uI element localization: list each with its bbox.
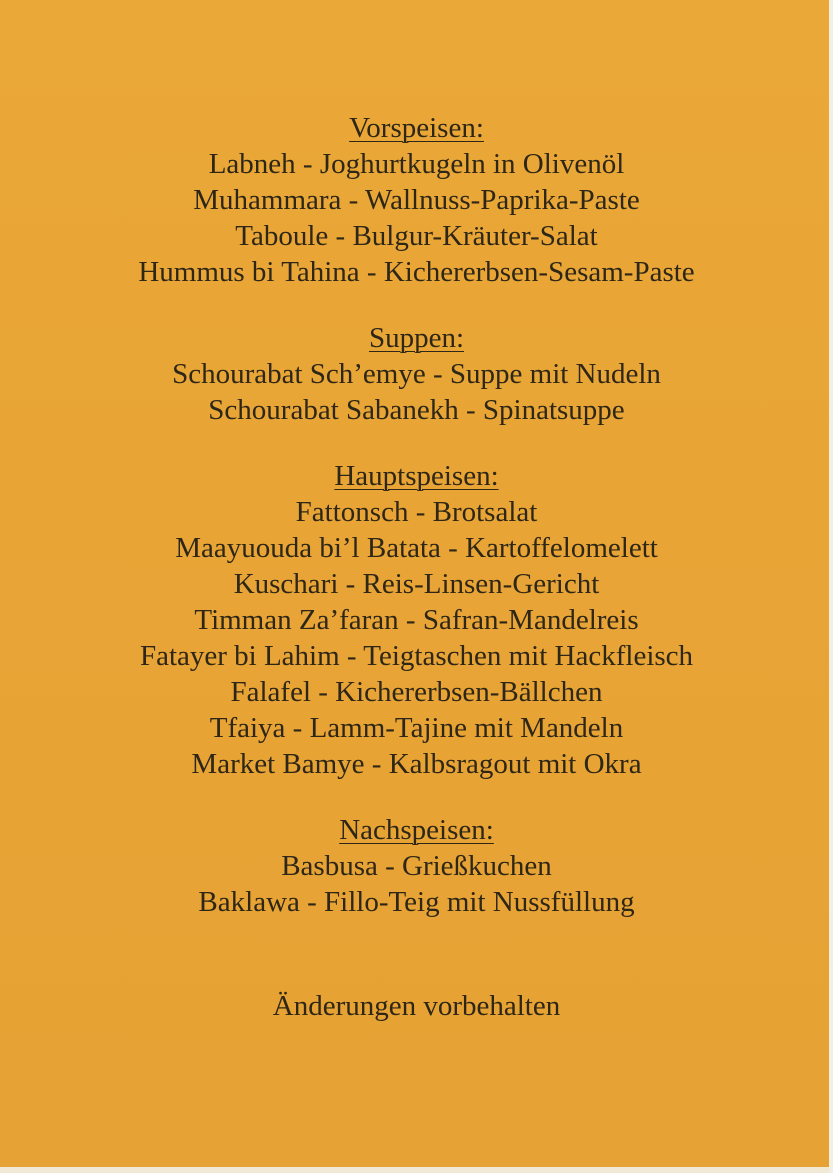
menu-item: Kuschari - Reis-Linsen-Gericht: [233, 568, 600, 600]
menu-content: [0, 110, 833, 1024]
menu-item: Muhammara - Wallnuss-Paprika-Paste: [193, 184, 640, 216]
section-heading: Nachspeisen:: [339, 814, 494, 846]
section-heading: Hauptspeisen:: [334, 460, 499, 492]
section-nachspeisen: [0, 812, 833, 920]
section-vorspeisen: [0, 110, 833, 290]
menu-item: Tfaiya - Lamm-Tajine mit Mandeln: [209, 712, 624, 744]
menu-item: Market Bamye - Kalbsragout mit Okra: [191, 748, 642, 780]
menu-item: Baklawa - Fillo-Teig mit Nussfüllung: [198, 886, 635, 918]
menu-item: Fattonsch - Brotsalat: [295, 496, 538, 528]
footer-note: Änderungen vorbehalten: [272, 990, 561, 1022]
menu-item: Labneh - Joghurtkugeln in Olivenöl: [208, 148, 625, 180]
section-heading: Suppen:: [368, 322, 465, 354]
menu-item: Falafel - Kichererbsen-Bällchen: [230, 676, 603, 708]
section-suppen: [0, 320, 833, 428]
menu-item: Schourabat Sch’emye - Suppe mit Nudeln: [172, 358, 661, 390]
menu-item: Fatayer bi Lahim - Teigtaschen mit Hackfleisch: [139, 640, 694, 672]
menu-item: Maayuouda bi’l Batata - Kartoffelomelett: [175, 532, 658, 564]
section-heading: Vorspeisen:: [349, 112, 484, 144]
menu-item: Timman Za’faran - Safran-Mandelreis: [194, 604, 639, 636]
menu-item: Basbusa - Grießkuchen: [281, 850, 552, 882]
menu-item: Schourabat Sabanekh - Spinatsuppe: [208, 394, 625, 426]
section-hauptspeisen: [0, 458, 833, 782]
menu-item: Taboule - Bulgur-Kräuter-Salat: [235, 220, 598, 252]
menu-item: Hummus bi Tahina - Kichererbsen-Sesam-Paste: [138, 256, 695, 288]
